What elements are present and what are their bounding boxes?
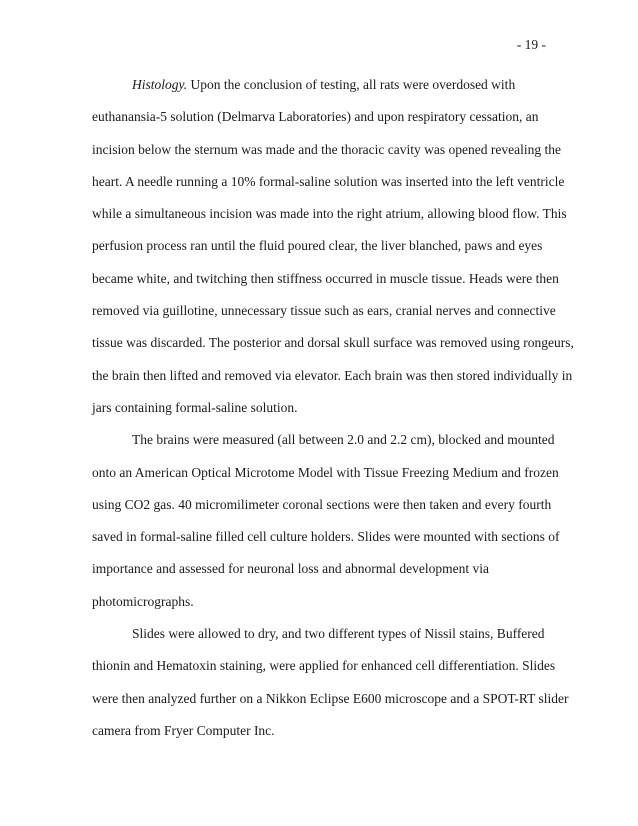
text-line: euthanansia-5 solution (Delmarva Laboratories) and upon respiratory cessation, an bbox=[92, 109, 539, 125]
text-line: while a simultaneous incision was made into the right atrium, allowing blood flow. This bbox=[92, 206, 567, 222]
text-line: perfusion process ran until the fluid poured clear, the liver blanched, paws and eyes bbox=[92, 238, 543, 254]
paragraph-staining bbox=[92, 618, 569, 747]
line-text: Upon the conclusion of testing, all rats were overdosed with bbox=[187, 77, 516, 92]
text-line bbox=[92, 69, 548, 101]
text-line: thionin and Hematoxin staining, were applied for enhanced cell differentiation. Slides bbox=[92, 658, 556, 674]
text-line: heart. A needle running a 10% formal-saline solution was inserted into the left ventricle bbox=[92, 173, 565, 189]
run-in-heading: Histology. bbox=[132, 77, 188, 92]
page-number: - 19 - bbox=[516, 37, 546, 52]
body-text bbox=[92, 69, 574, 747]
text-line: saved in formal-saline filled cell culture holders. Slides were mounted with sections of bbox=[92, 529, 560, 545]
text-line: The brains were measured (all between 2.0 and 2.2 cm), blocked and mounted bbox=[132, 432, 555, 448]
paragraph-brain-processing bbox=[92, 424, 560, 618]
text-line: camera from Fryer Computer Inc. bbox=[92, 722, 275, 738]
text-line: the brain then lifted and removed via elevator. Each brain was then stored individually in bbox=[92, 367, 573, 383]
text-line: removed via guillotine, unnecessary tissue such as ears, cranial nerves and connective bbox=[92, 303, 556, 319]
text-line: importance and assessed for neuronal loss and abnormal development via bbox=[92, 561, 490, 577]
text-line: onto an American Optical Microtome Model with Tissue Freezing Medium and frozen bbox=[92, 464, 559, 480]
text-line: photomicrographs. bbox=[92, 593, 194, 609]
text-line: tissue was discarded. The posterior and dorsal skull surface was removed using rongeurs, bbox=[92, 335, 574, 351]
paragraph-histology bbox=[92, 69, 574, 424]
text-line: were then analyzed further on a Nikkon Eclipse E600 microscope and a SPOT-RT slider bbox=[92, 690, 569, 706]
text-line: became white, and twitching then stiffness occurred in muscle tissue. Heads were then bbox=[92, 270, 559, 286]
text-line: using CO2 gas. 40 micromilimeter coronal sections were then taken and every fourth bbox=[92, 496, 552, 512]
text-line: incision below the sternum was made and the thoracic cavity was opened revealing the bbox=[92, 141, 561, 157]
text-line: jars containing formal-saline solution. bbox=[92, 399, 298, 415]
text-line: Slides were allowed to dry, and two different types of Nissil stains, Buffered bbox=[132, 626, 545, 642]
